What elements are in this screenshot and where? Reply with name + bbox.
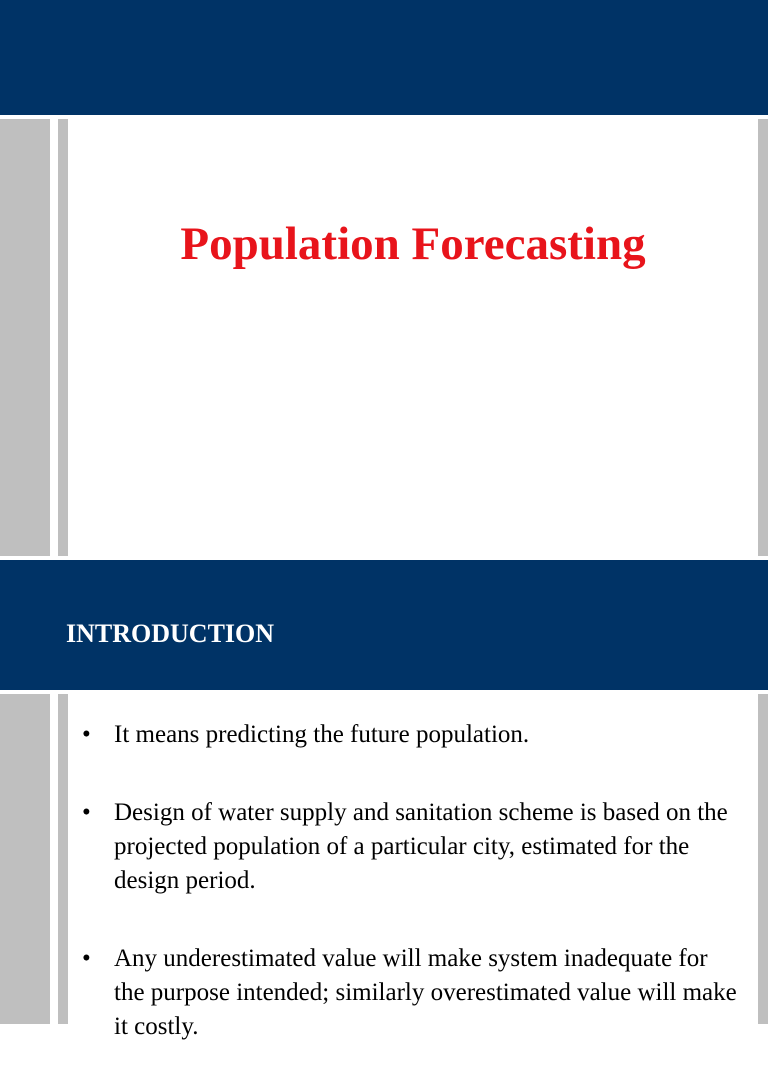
bullet-text: Design of water supply and sanitation scheme is based on the projected population of a particular city, estimated for the design period. (114, 799, 728, 894)
list-item (80, 942, 740, 1044)
header-band (0, 560, 768, 690)
slide-title: Population Forecasting (180, 218, 646, 270)
bullet-icon: • (82, 945, 91, 972)
section-heading: INTRODUCTION (66, 619, 275, 648)
bullet-icon: • (82, 721, 91, 748)
left-accent-bar (0, 119, 50, 556)
right-accent-line (758, 119, 768, 556)
header-band (0, 0, 768, 115)
list-item (80, 718, 740, 752)
bullet-text: It means predicting the future population. (114, 721, 530, 748)
right-accent-line (758, 694, 768, 1024)
bullet-list (80, 718, 740, 1088)
list-item (80, 796, 740, 898)
bullet-icon: • (82, 799, 91, 826)
left-accent-line (58, 694, 68, 1024)
introduction-slide (0, 560, 768, 1040)
left-accent-line (58, 119, 68, 556)
bullet-text: Any underestimated value will make system inadequate for the purpose intended; similarly overestimated value will make it costly. (114, 945, 737, 1040)
left-accent-bar (0, 694, 50, 1024)
